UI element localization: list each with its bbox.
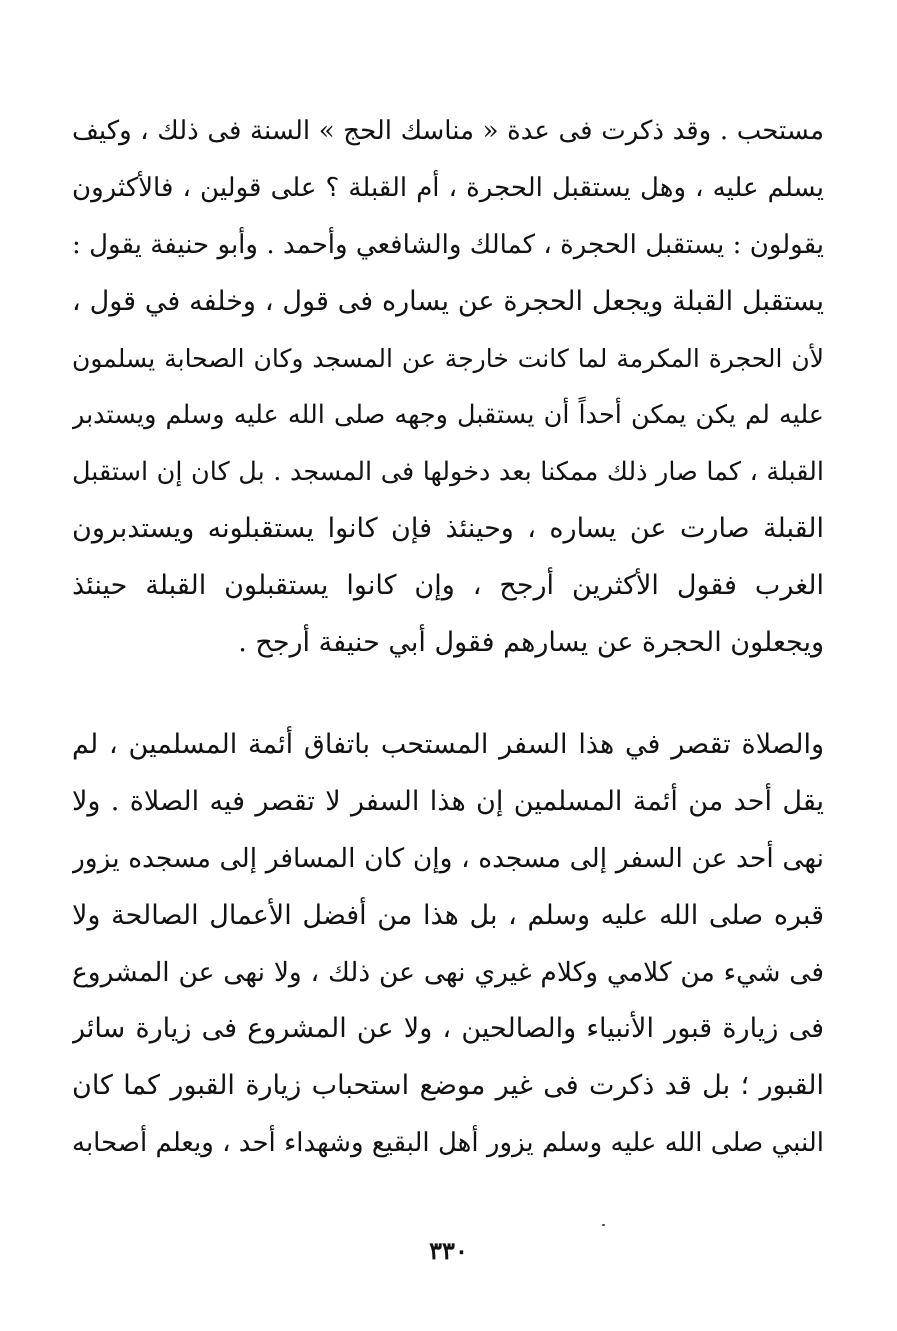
paragraph-2 xyxy=(72,717,824,1172)
page-number: ٣٣٠ xyxy=(429,1236,468,1265)
text-line: قبره صلى الله عليه وسلم ، بل هذا من أفضل الأعمال الصالحة ولا xyxy=(72,899,824,931)
text-line: عليه لم يكن يمكن أحداً أن يستقبل وجهه صلى الله عليه وسلم ويستدبر xyxy=(72,400,824,431)
text-line: لأن الحجرة المكرمة لما كانت خارجة عن المسجد وكان الصحابة يسلمون xyxy=(72,343,824,373)
text-line: يقل أحد من أئمة المسلمين إن هذا السفر لا تقصر فيه الصلاة . ولا xyxy=(72,785,824,817)
text-line: يسلم عليه ، وهل يستقبل الحجرة ، أم القبلة ؟ على قولين ، فالأكثرون xyxy=(72,172,824,203)
text-line: نهى أحد عن السفر إلى مسجده ، وإن كان المسافر إلى مسجده يزور xyxy=(72,842,824,874)
text-line: القبور ؛ بل قد ذكرت فى غير موضع استحباب زيارة القبور كما كان xyxy=(72,1070,824,1102)
scan-speck xyxy=(602,1224,605,1226)
text-line: يقولون : يستقبل الحجرة ، كمالك والشافعي وأحمد . وأبو حنيفة يقول : xyxy=(72,229,824,260)
text-line: القبلة ، كما صار ذلك ممكنا بعد دخولها فى المسجد . بل كان إن استقبل xyxy=(72,457,824,488)
paragraph-1 xyxy=(72,103,824,672)
text-line: الغرب فقول الأكثرين أرجح ، وإن كانوا يستقبلون القبلة حينئذ xyxy=(72,570,824,602)
text-line: فى شيء من كلامي وكلام غيري نهى عن ذلك ، ولا نهى عن المشروع xyxy=(72,956,824,988)
text-line: مستحب . وقد ذكرت فى عدة « مناسك الحج » السنة فى ذلك ، وكيف xyxy=(72,116,824,146)
text-line: القبلة صارت عن يساره ، وحينئذ فإن كانوا يستقبلونه ويستدبرون xyxy=(72,513,824,545)
text-line: يستقبل القبلة ويجعل الحجرة عن يساره فى قول ، وخلفه في قول ، xyxy=(72,285,824,317)
text-line: ويجعلون الحجرة عن يسارهم فقول أبي حنيفة أرجح . xyxy=(238,627,824,659)
text-line: فى زيارة قبور الأنبياء والصالحين ، ولا عن المشروع فى زيارة سائر xyxy=(72,1013,824,1045)
text-line: والصلاة تقصر في هذا السفر المستحب باتفاق أئمة المسلمين ، لم xyxy=(72,729,824,760)
text-line: النبي صلى الله عليه وسلم يزور أهل البقيع وشهداء أحد ، ويعلم أصحابه xyxy=(72,1128,824,1159)
